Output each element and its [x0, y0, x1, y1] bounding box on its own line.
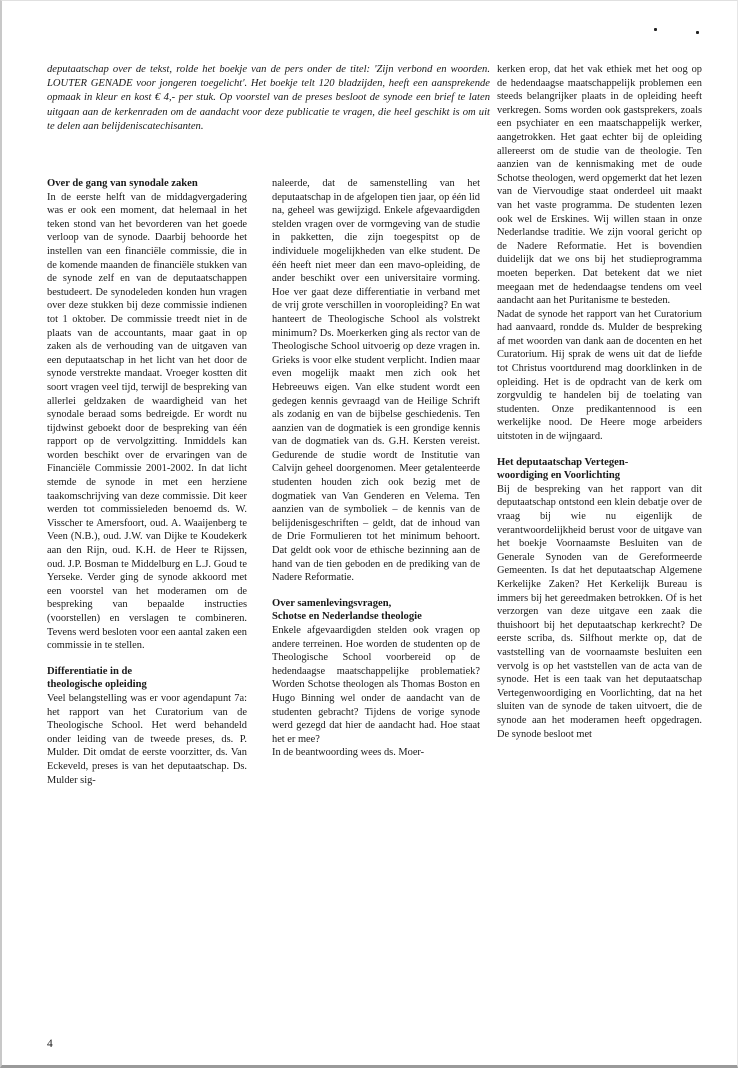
heading-samenleving-line2: Schotse en Nederlandse theologie: [272, 611, 422, 623]
differentiatie-body-start: Veel belangstelling was er voor agendapunt 7a: het rapport van het Curatorium van de Theologische School. Het werd behandeld onder leiding van de tweede preses, ds. P. Mulder. Dit omdat de eerste voorzitter, ds. Van Eckeveld, preses is van het deputaatschap. Ds. Mulder sig-: [47, 692, 247, 786]
scan-specks: [652, 28, 712, 36]
column-3: [497, 63, 702, 741]
column-1: [47, 177, 247, 787]
heading-vertegenwoordiging-line2: woordiging en Voorlichting: [497, 470, 621, 482]
samenleving-body: Enkele afgevaardigden stelden ook vragen op andere terreinen. Hoe worden de studenten op de Theologische School voorbereid op de hedendaagse maatschappelijke problematiek? Worden Schotse theologen als Thomas Boston en Hugo Binning wel onder de aandacht van de studenten gebracht? Tijdens de vorige synode werd gezegd dat hier de aandacht had. Hoe staat het er mee?: [272, 625, 480, 745]
differentiatie-body-cont: naleerde, dat de samenstelling van het deputaatschap in de afgelopen tien jaar, op één lid na, geheel was gewijzigd. Enkele afgevaardigden stelden vragen over de vormgeving van de studie in pakketten, die zijn toegespitst op de individuele mogelijkheden van elke student. De één heeft niet meer dan een mavo-opleiding, de ander beschikt over een universitaire vorming. Hoe ver gaat deze differentiatie in verband met de vrij grote verschillen in vooropleiding? En wat hanteert de Theologische School als volstrekt minimum? Ds. Moerkerken ging als rector van de Theologische School uitvoerig op deze vragen in. Grieks is voor elke student verplicht. Indien maar even mogelijk maakt men zich ook het Hebreeuws eigen. Van elke student wordt een gedegen kennis gevraagd van de Heilige Schrift als zodanig en van de bijbelse geschiedenis. Ten aanzien van de dogmatiek is een grondige kennis van de dogmatiek van ds. G.H. Kersten vereist. Gedurende de studie wordt de Institutie van Calvijn geheel doorgenomen. Meer getalenteerde studenten houden zich ook bezig met de dogmatiek van Van Genderen en Velema. Ten aanzien van de symboliek – de kennis van de belijdenisgeschriften – geldt, dat de inhoud van de Drie Formulieren tot het minimum behoort. Dat geldt ook voor de ethische bezinning aan de hand van de tien geboden en de prediking van de Nadere Reformatie.: [272, 178, 480, 584]
page-number: 4: [47, 1038, 53, 1050]
beantwoording-start: In de beantwoording wees ds. Moer-: [272, 747, 425, 759]
beantwoording-cont: kerken erop, dat het vak ethiek met het oog op de hedendaagse maatschappelijk problemen een steeds belangrijker plaats in de opleiding heeft verkregen. Soms worden ook gastsprekers, zoals een psychiater en een maatschappelijk werker, aangetrokken. Het gaat echter bij de opleiding allereerst om de studie van de theologie. Ten aanzien van de kennismaking met de oude Schotse theologen, werd opgemerkt dat het lezen van de Viervoudige staat onderdeel uit maakt van het vaste programma. De studenten lezen ook wel de Erskines. Wij willen staan in onze Nederlandse traditie. We zijn vooral gericht op de Nadere Reformatie. Het is bovendien duidelijk dat we ons bij het studieprogramma moeten beperken. Dat betekent dat we niet meegaan met de hedendaagse tendens om veel aandacht aan het Puritanisme te besteden.: [497, 64, 702, 307]
vertegenwoordiging-body: Bij de bespreking van het rapport van dit deputaatschap ontstond een klein debatje over de vraag bij wie nu eigenlijk de verantwoordelijkheid berust voor de uitgave van het boekje Voornaamste Besluiten van de Generale Synoden van de Gereformeerde Gemeenten. Is dat het deputaatschap Algemene Kerkelijke Zaken? Het Kerkelijk Bureau is immers bij het gereedmaken betrokken. Of is het verzorgen van deze uitgave een zaak die thuishoort bij het deputaatschap kerkrecht? De eerste scriba, ds. Silfhout merkte op, dat de vaststelling van de voornaamste besluiten een vervolg is op het vaststellen van de acta van de synode. Het is een taak van het deputaatschap Vertegenwoordiging en Voorlichting, dat na het sluiten van de synode de taken uitvoert, die de synode aan het moderamen heeft opgedragen. De synode besloot met: [497, 483, 702, 740]
synodale-zaken-body: In de eerste helft van de middagvergadering was er ook een moment, dat helemaal in het teken stond van het bevorderen van het goede verloop van de synode. Daarbij behoorde het instellen van een financiële commissie, die in de komende maanden de financiële stukken van de synode zelf en van de deputaatschappen bestudeert. De synodeleden konden hun vragen over deze stukken bij deze commissie indienen tot 1 oktober. De commissie treedt niet in de plaats van de accountants, maar gaat in op zaken als de verhouding van de uitgaven van een deputaatschap in het licht van het door de synode verstrekte mandaat. Vroeger kostten dit soort vragen veel tijd, terwijl de bespreking van allerlei geldzaken de waardigheid van het synodale beraad soms bedreigde. Er wordt nu tijdwinst geboekt door de bespreking van één rapport op de vervolgzitting. Inmiddels kan worden beschikt over de ervaringen van de Financiële Commissie 2001-2002. In dat licht stemde de synode in met een herziene taakomschrijving van deze commissie. Dit keer werden tot commissieleden benoemd ds. W. Visscher te Amersfoort, oud. A. Waaijenberg te Veen (N.B.), oud. J.W. van Dijke te Koudekerk aan den Rijn, oud. K.H. de Heer te Rijssen, oud. J.P. Bosman te Middelburg en L.J. Goud te Yerseke. Verder ging de synode akkoord met een voorstel van het moderamen om de bespreking van bepaalde instructies (voorstellen) en verslagen te combineren. Tevens werd besloten voor een aantal zaken een commissie in te stellen.: [47, 191, 247, 652]
heading-differentiatie-line2: theologische opleiding: [47, 679, 147, 691]
heading-samenleving-line1: Over samenlevingsvragen,: [272, 597, 392, 609]
heading-differentiatie-line1: Differentiatie in de: [47, 665, 133, 677]
intro-paragraph: deputaatschap over de tekst, rolde het boekje van de pers onder de titel: 'Zijn verbond en woorden. LOUTER GENADE voor jongeren toegelicht'. Het boekje telt 120 bladzijden, heeft een aansprekende opmaak in kleur en kost € 4,- per stuk. Op voorstel van de preses besloot de synode een brief te laten uitgaan aan de kerkenraden om de aandacht voor deze publicatie te vragen, die heel geschikt is om uit te delen aan belijdeniscatechisanten.: [47, 64, 490, 132]
curatorium-conclusion: Nadat de synode het rapport van het Curatorium had aanvaard, rondde ds. Mulder de bespreking af met woorden van dank aan de docenten en het Curatorium. Hij sprak de wens uit dat de liefde tot Christus voortdurend mag doorklinken in de opleiding. Het is de opdracht van de kerk om zorgvuldig te handelen bij de toelating van studenten. Onze predikantennood is een werkelijke nood. De Heere moge arbeiders uitstoten in de wijngaard.: [497, 308, 702, 443]
heading-synodale-zaken: Over de gang van synodale zaken: [47, 178, 198, 189]
heading-vertegenwoordiging-line1: Het deputaatschap Vertegen-: [497, 456, 629, 468]
column-2: [272, 177, 480, 760]
